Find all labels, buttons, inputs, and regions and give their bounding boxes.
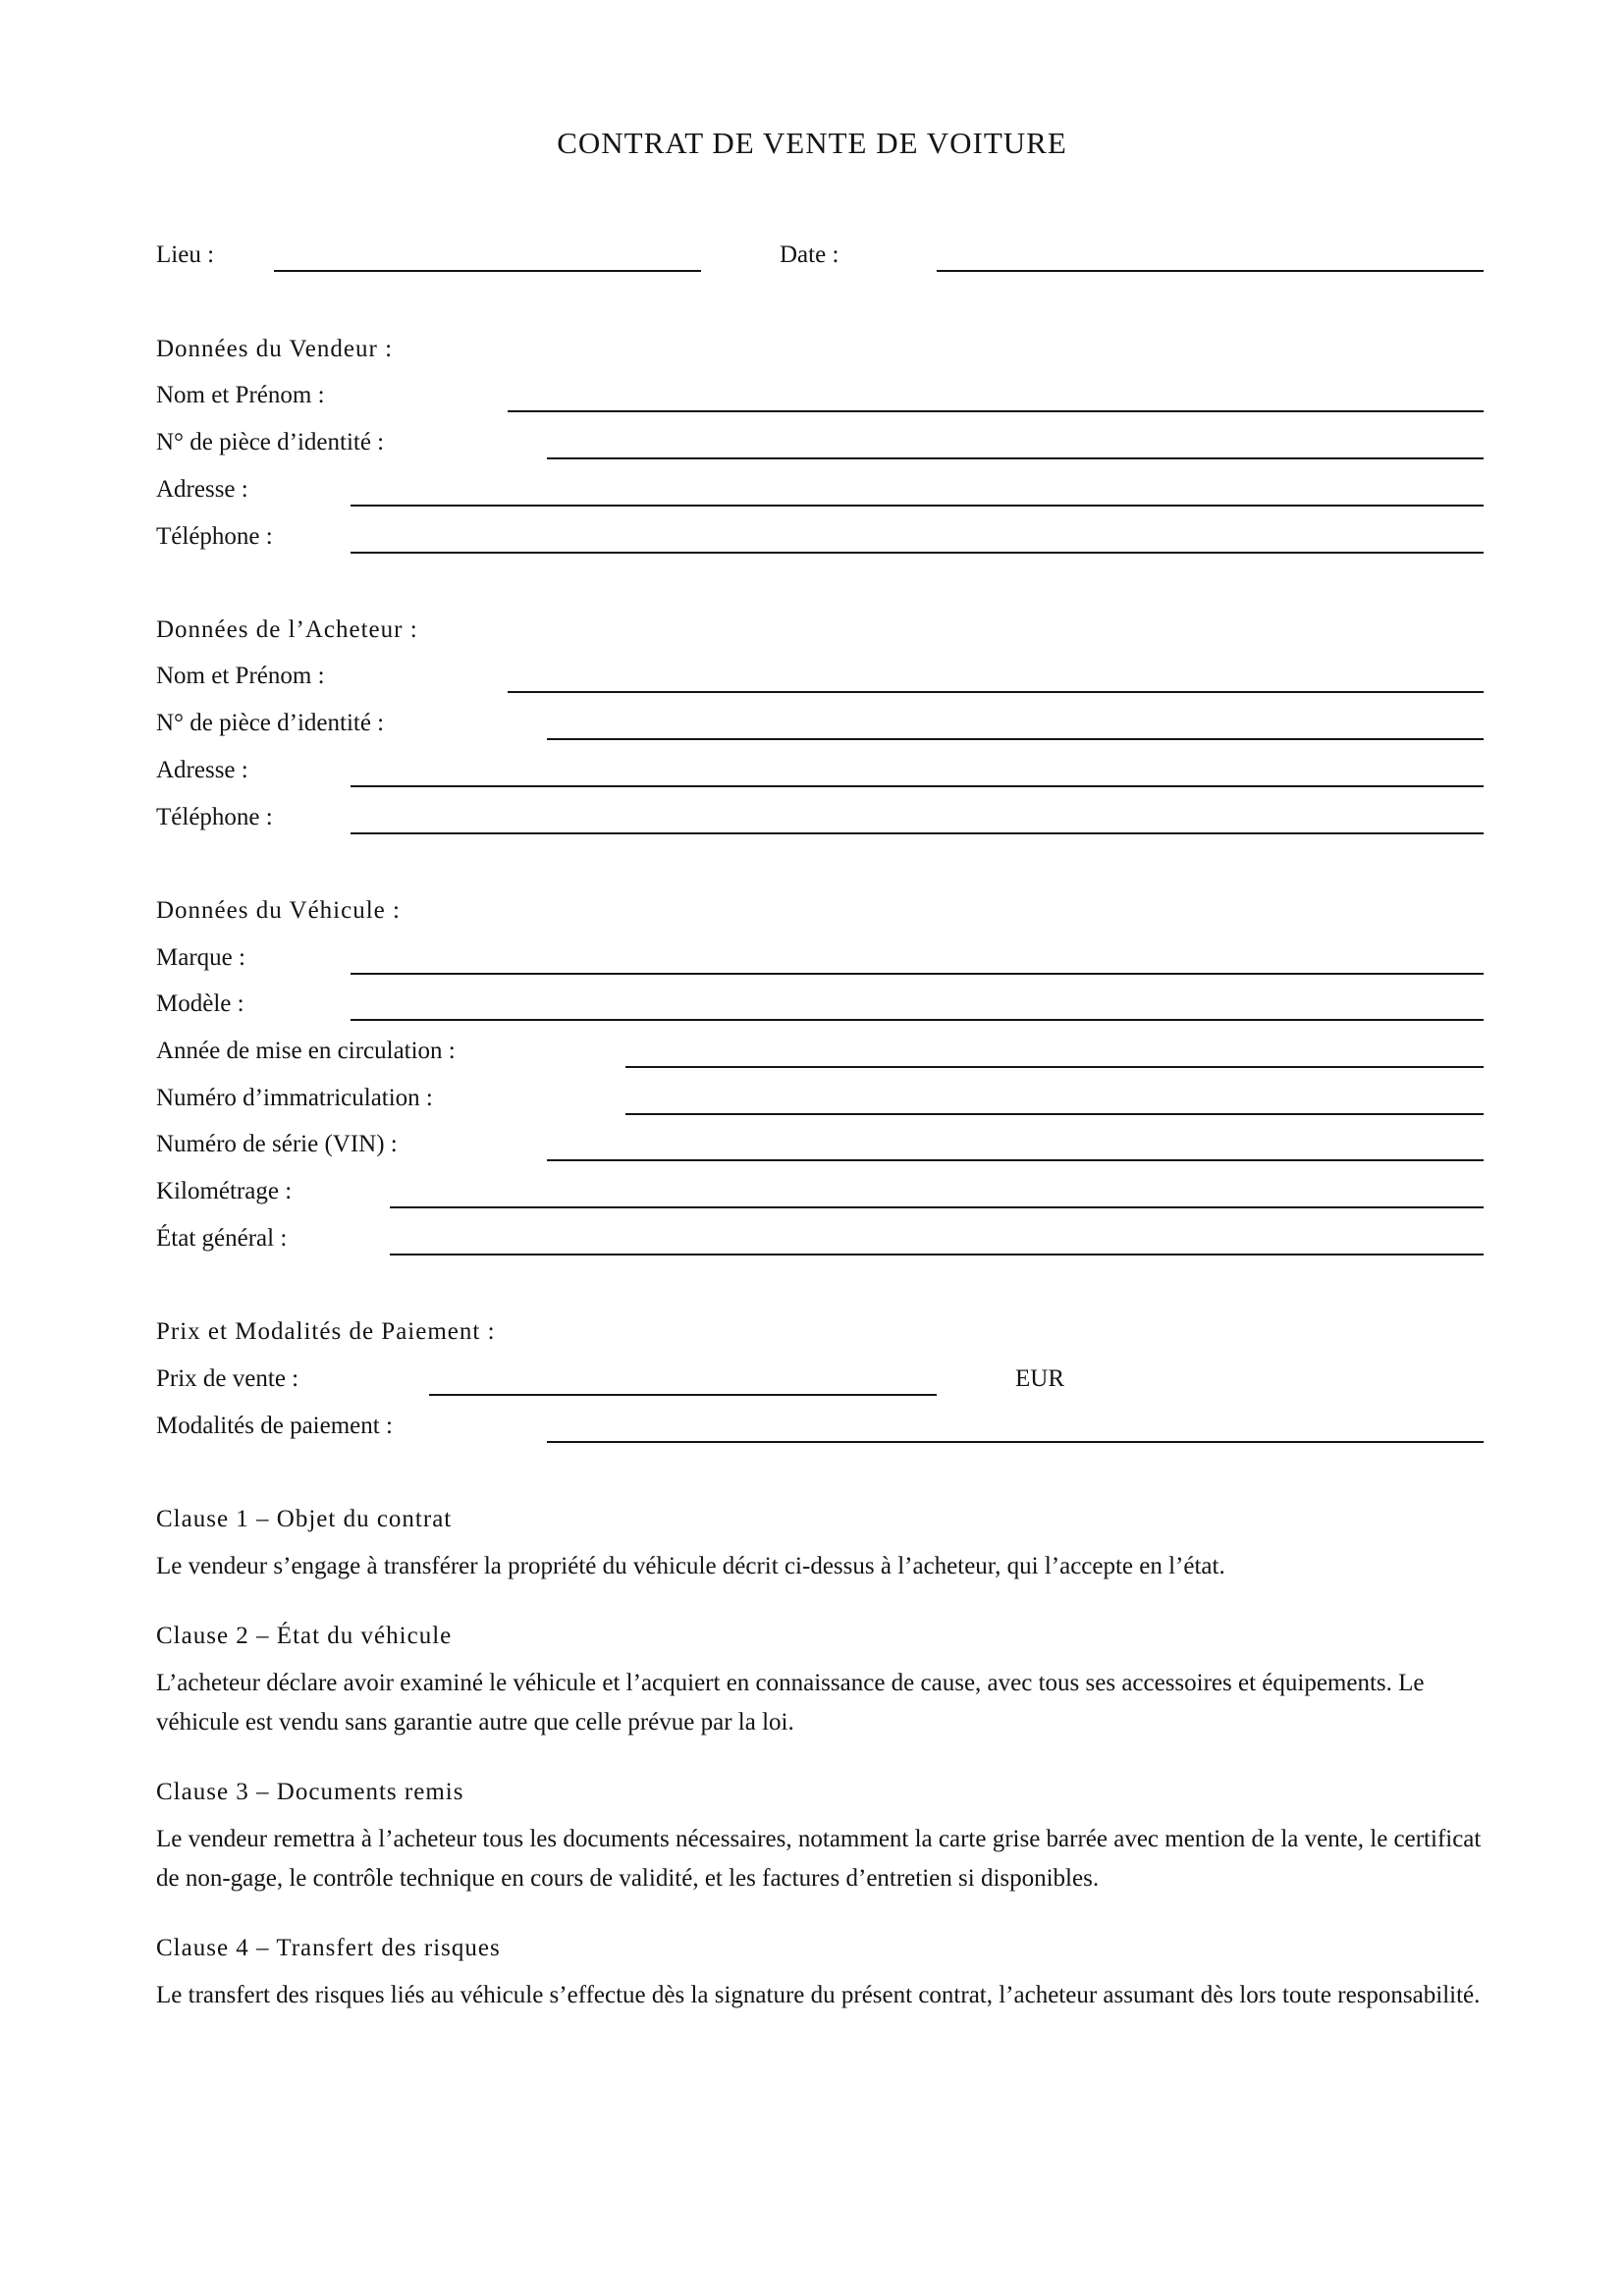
seller-address-label: Adresse : [156,476,248,503]
clause-4-title: Clause 4 – Transfert des risques [156,1935,501,1961]
price-label: Prix de vente : [156,1365,299,1392]
clause-2-text: L’acheteur déclare avoir examiné le véhicule et l’acquiert en connaissance de cause, avec tous ses accessoires et équipements. Le véhicule est vendu sans garantie autre que celle prévue par la loi. [156,1670,1425,1735]
clause-1-text: Le vendeur s’engage à transférer la propriété du véhicule décrit ci-dessus à l’acheteur, qui l’accepte en l’état. [156,1553,1225,1579]
vehicle-mileage-label: Kilométrage : [156,1178,293,1204]
payment-heading: Prix et Modalités de Paiement : [156,1318,496,1345]
vehicle-model-label: Modèle : [156,990,244,1017]
seller-id-field[interactable] [547,457,1484,459]
vehicle-brand-label: Marque : [156,944,245,971]
vehicle-year-label: Année de mise en circulation : [156,1038,456,1064]
vehicle-model-field[interactable] [351,1019,1484,1021]
vehicle-brand-field[interactable] [351,973,1484,975]
vehicle-mileage-field[interactable] [390,1206,1484,1208]
lieu-field[interactable] [274,270,701,272]
vehicle-vin-label: Numéro de série (VIN) : [156,1131,398,1157]
seller-phone-field[interactable] [351,552,1484,554]
buyer-address-label: Adresse : [156,757,248,783]
buyer-id-label: N° de pièce d’identité : [156,710,385,736]
currency-label: EUR [1015,1365,1064,1392]
vehicle-year-field[interactable] [625,1066,1484,1068]
clause-1-title: Clause 1 – Objet du contrat [156,1506,453,1532]
price-field[interactable] [429,1394,937,1396]
vehicle-registration-label: Numéro d’immatriculation : [156,1085,433,1111]
clause-3-title: Clause 3 – Documents remis [156,1779,464,1805]
seller-phone-label: Téléphone : [156,523,273,550]
seller-name-field[interactable] [508,410,1484,412]
seller-name-label: Nom et Prénom : [156,382,325,408]
seller-id-label: N° de pièce d’identité : [156,429,385,455]
vehicle-heading: Données du Véhicule : [156,897,401,924]
payment-terms-field[interactable] [547,1441,1484,1443]
buyer-name-field[interactable] [508,691,1484,693]
buyer-phone-label: Téléphone : [156,804,273,830]
clause-3-text: Le vendeur remettra à l’acheteur tous les documents nécessaires, notamment la carte grise barrée avec mention de la vente, le certificat de non-gage, le contrôle technique en cours de validité, et les factures d’entretien si disponibles. [156,1826,1482,1892]
seller-address-field[interactable] [351,505,1484,507]
vehicle-registration-field[interactable] [625,1113,1484,1115]
vehicle-vin-field[interactable] [547,1159,1484,1161]
date-field[interactable] [937,270,1484,272]
vehicle-condition-label: État général : [156,1225,288,1252]
clause-4-text: Le transfert des risques liés au véhicule s’effectue dès la signature du présent contrat, l’acheteur assumant dès lors toute responsabilité. [156,1982,1481,2008]
buyer-address-field[interactable] [351,785,1484,787]
document-title: CONTRAT DE VENTE DE VOITURE [557,126,1067,160]
payment-terms-label: Modalités de paiement : [156,1413,393,1439]
clause-2-title: Clause 2 – État du véhicule [156,1623,453,1649]
buyer-id-field[interactable] [547,738,1484,740]
vehicle-condition-field[interactable] [390,1254,1484,1255]
buyer-name-label: Nom et Prénom : [156,663,325,689]
buyer-phone-field[interactable] [351,832,1484,834]
seller-heading: Données du Vendeur : [156,336,394,362]
lieu-label: Lieu : [156,241,215,268]
buyer-heading: Données de l’Acheteur : [156,616,418,643]
date-label: Date : [780,241,839,268]
